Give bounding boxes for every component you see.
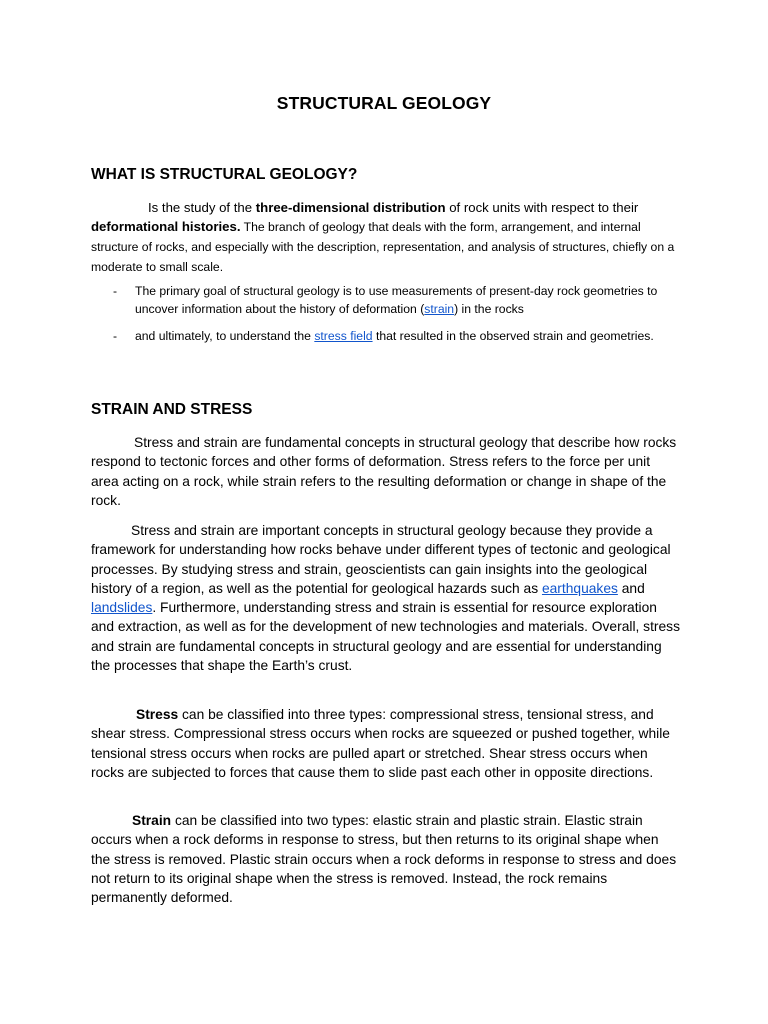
bullet-dash: - — [113, 329, 118, 343]
intro-bold-distribution: three-dimensional distribution — [255, 200, 446, 215]
stress-bold-term: Stress — [136, 707, 179, 722]
paragraph-stress-types — [91, 705, 681, 782]
document-title: STRUCTURAL GEOLOGY — [276, 93, 492, 113]
landslides-link[interactable]: landslides — [91, 600, 153, 616]
paragraph-text: Stress and strain are fundamental concepts in structural geology that describe how rocks respond to tectonic forces and other forms of deformation. Stress refers to the force per unit area acting on a rock, while strain refers to the resulting deformation or change in shape of the rock. — [91, 435, 677, 508]
paragraph-importance — [91, 521, 681, 675]
strain-bold-term: Strain — [132, 813, 172, 828]
bullet2-text-a: and ultimately, to understand the — [135, 329, 315, 343]
section-heading-what-is: WHAT IS STRUCTURAL GEOLOGY? — [91, 166, 358, 183]
bullet1-text-a: The primary goal of structural geology is to use measurements of present-day rock geometries to uncover information about the history of deformation ( — [135, 284, 658, 316]
bullet1-text-b: ) in the rocks — [454, 302, 524, 316]
paragraph-definitions — [91, 433, 681, 510]
paragraph-text: can be classified into three types: compressional stress, tensional stress, and shear stress. Compressional stress occurs when rocks are squeezed or pushed together, while tensional stress occurs when rocks are pulled apart or stretched. Shear stress occurs when rocks are subjected to forces that cause them to slide past each other in opposite directions. — [91, 707, 670, 780]
list-item — [91, 327, 681, 345]
strain-link[interactable]: strain — [424, 302, 455, 316]
intro-text-b: of rock units with respect to their — [445, 200, 639, 215]
bullet2-text-b: that resulted in the observed strain and geometries. — [372, 329, 654, 343]
paragraph-text-a: Stress and strain are important concepts in structural geology because they provide a framework for understanding how rocks behave under different types of tectonic and geological processes. By studying stress and strain, geoscientists can gain insights into the geological history of a region, as well as the potential for geological hazards such as — [91, 523, 671, 596]
intro-paragraph — [91, 198, 681, 277]
paragraph-text-and: and — [617, 580, 645, 596]
paragraph-text-b: . Furthermore, understanding stress and strain is essential for resource exploration and extraction, as well as for the development of new technologies and materials. Overall, stress and strain are fundamental concepts in structural geology and are essential for understanding the processes that shape the Earth’s crust. — [91, 600, 680, 674]
bullet-dash: - — [113, 284, 118, 298]
list-item — [91, 282, 681, 318]
paragraph-strain-types — [91, 811, 681, 907]
intro-text-a: Is the study of the — [148, 200, 256, 215]
goal-bullet-list — [91, 282, 681, 354]
earthquakes-link[interactable]: earthquakes — [541, 580, 618, 596]
intro-bold-histories: deformational histories. — [91, 219, 241, 234]
stress-field-link[interactable]: stress field — [314, 329, 373, 343]
paragraph-text: can be classified into two types: elastic strain and plastic strain. Elastic strain occurs when a rock deforms in response to stress, but then returns to its original shape when the stress is removed. Plastic strain occurs when a rock deforms in response to stress and does not return to its original shape when the stress is removed. Instead, the rock remains permanently deformed. — [91, 813, 677, 906]
intro-text-c: The branch of geology that deals with the form, arrangement, and internal structure of rocks, and especially with the description, representation, and analysis of structures, chiefly on a moderate to small scale. — [91, 220, 675, 274]
section-heading-strain-stress: STRAIN AND STRESS — [91, 401, 253, 418]
